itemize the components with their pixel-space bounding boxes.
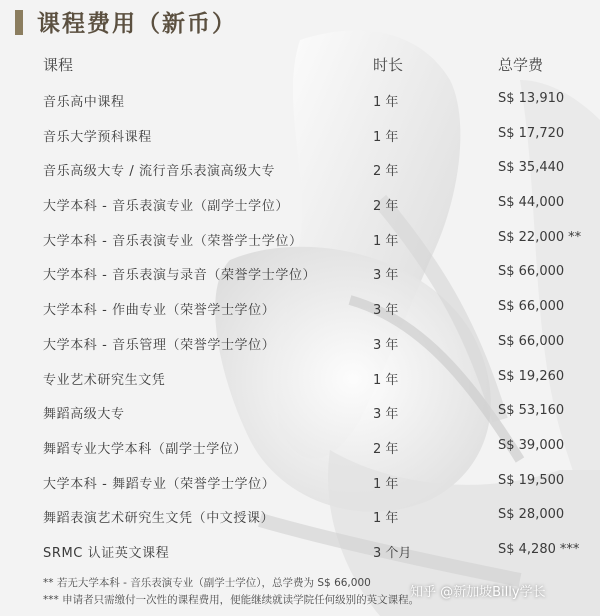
course-fee: S$ 17,720 (498, 125, 565, 141)
table-row (0, 155, 600, 190)
course-duration: 2 年 (373, 441, 399, 457)
course-name: 大学本科 - 作曲专业（荣誉学士学位） (43, 303, 276, 319)
course-duration: 3 个月 (373, 545, 412, 561)
column-header-duration: 时长 (373, 56, 404, 74)
column-header-fee: 总学费 (498, 56, 544, 74)
course-fee: S$ 66,000 (498, 299, 565, 315)
table-row (0, 398, 600, 433)
table-row (0, 468, 600, 503)
course-fee: S$ 4,280 *** (498, 541, 580, 557)
course-name: 大学本科 - 音乐管理（荣誉学士学位） (43, 337, 276, 353)
course-name: 舞蹈表演艺术研究生文凭（中文授课） (43, 511, 275, 527)
title-accent-bar (15, 10, 23, 35)
course-duration: 1 年 (373, 129, 399, 145)
course-duration: 1 年 (373, 476, 399, 492)
table-row (0, 225, 600, 260)
course-name: 音乐大学预科课程 (43, 129, 152, 145)
course-duration: 2 年 (373, 199, 399, 215)
table-row (0, 86, 600, 121)
course-fee: S$ 13,910 (498, 91, 565, 106)
column-header-course: 课程 (43, 56, 74, 74)
course-name: 大学本科 - 舞蹈专业（荣誉学士学位） (43, 476, 276, 492)
course-duration: 3 年 (373, 303, 399, 319)
course-duration: 1 年 (373, 372, 399, 388)
course-name: 大学本科 - 音乐表演专业（荣誉学士学位） (43, 233, 303, 249)
table-row (0, 190, 600, 225)
course-duration: 1 年 (373, 233, 399, 249)
table-row (0, 433, 600, 468)
course-name: 音乐高中课程 (43, 95, 125, 110)
course-duration: 1 年 (373, 95, 399, 110)
course-name: 舞蹈专业大学本科（副学士学位） (43, 441, 248, 457)
course-name: 音乐高级大专 / 流行音乐表演高级大专 (43, 164, 276, 180)
fee-table (0, 86, 600, 572)
course-name: 舞蹈高级大专 (43, 407, 125, 423)
course-duration: 3 年 (373, 407, 399, 423)
course-fee: S$ 28,000 (498, 507, 565, 523)
table-row (0, 259, 600, 294)
course-fee: S$ 66,000 (498, 333, 565, 349)
table-row (0, 329, 600, 364)
table-row (0, 502, 600, 537)
footnotes (43, 575, 419, 609)
course-fee: S$ 19,500 (498, 472, 565, 488)
course-fee: S$ 66,000 (498, 264, 565, 280)
course-duration: 2 年 (373, 164, 399, 180)
course-duration: 3 年 (373, 268, 399, 284)
table-row (0, 364, 600, 399)
watermark-text: 知乎 @新加坡Billy学长 (410, 585, 546, 600)
course-fee: S$ 35,440 (498, 160, 565, 176)
course-duration: 3 年 (373, 337, 399, 353)
course-fee: S$ 39,000 (498, 437, 565, 453)
footnote-double-asterisk: ** 若无大学本科 - 音乐表演专业（副学士学位），总学费为 S$ 66,000 (43, 577, 371, 589)
course-duration: 1 年 (373, 511, 399, 527)
course-name: 大学本科 - 音乐表演专业（副学士学位） (43, 199, 289, 215)
table-row (0, 294, 600, 329)
footnote-triple-asterisk: *** 申请者只需缴付一次性的课程费用，便能继续就读学院任何级别的英文课程。 (43, 594, 420, 606)
course-fee: S$ 44,000 (498, 195, 565, 211)
course-fee: S$ 19,260 (498, 368, 565, 384)
course-name: SRMC 认证英文课程 (43, 545, 170, 561)
course-name: 专业艺术研究生文凭 (43, 372, 166, 388)
course-name: 大学本科 - 音乐表演与录音（荣誉学士学位） (43, 268, 317, 284)
table-row (0, 537, 600, 572)
course-fee: S$ 53,160 (498, 403, 565, 419)
course-fee: S$ 22,000 ** (498, 229, 582, 245)
page-title: 课程费用（新币） (37, 10, 237, 37)
table-row (0, 121, 600, 156)
